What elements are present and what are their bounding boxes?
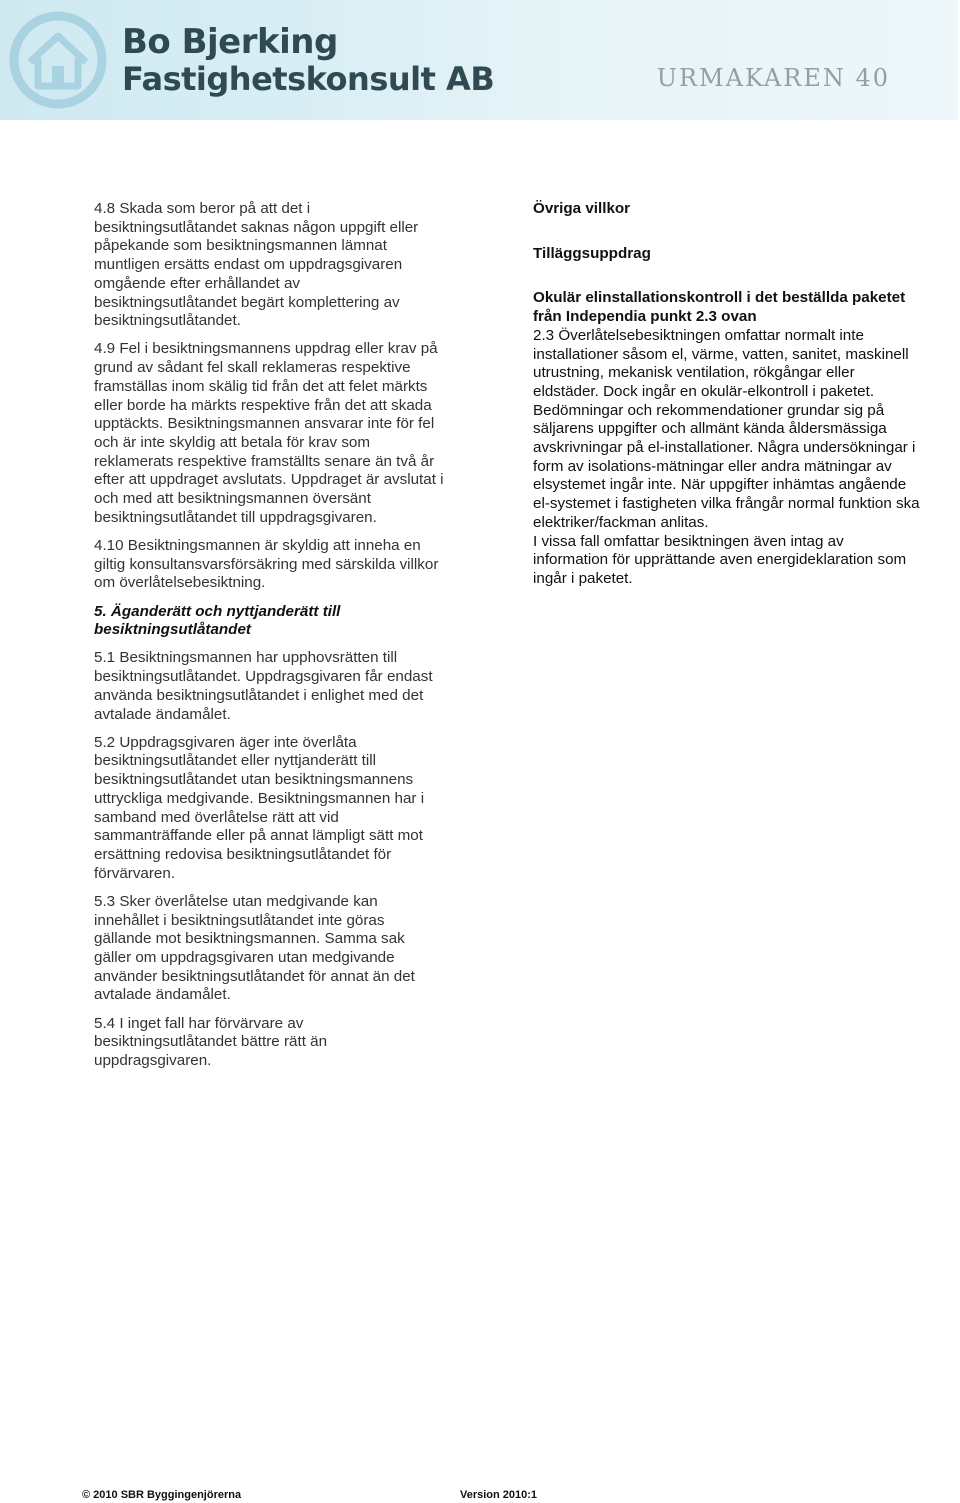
brand-name: Bo Bjerking [122, 22, 338, 62]
house-logo-icon [8, 8, 108, 112]
paragraph-4-8: 4.8 Skada som beror på att det i besiktningsutlåtandet saknas någon uppgift eller påpekande som besiktningsmannen lämnat muntligen ersätts endast om uppdragsgivaren omgående efter erhållandet av besiktningsutlåtandet begärt komplettering av besiktningsutlåtandet. [94, 200, 419, 330]
paragraph-4-9: 4.9 Fel i besiktningsmannens uppdrag eller krav på grund av sådant fel skall reklameras respektive framställas inom skälig tid från det att felet märkts eller borde ha märkts respektive från det att skada upptäckts. Besiktningsmannen ansvarar inte för fel och är inte skyldig att betala för krav som reklamerats respektive framställts senare än två år efter att uppdraget avslutats. Uppdraget är avslutat i och med att besiktningsmannen översänt besiktningsutlåtandet till uppdragsgivaren. [94, 340, 444, 526]
paragraph-5-2: 5.2 Uppdragsgivaren äger inte överlåta besiktningsutlåtandet eller nyttjanderätt till besiktningsutlåtandet utan besiktningsmannens uttryckliga medgivande. Besiktningsmannen har i samband med överlåtelse rätt att vid sammanträffande eller på annat lämpligt sätt mot ersättning redovisa besiktningsutlåtandet för förvärvaren. [94, 733, 425, 882]
right-column [533, 200, 923, 589]
brand-subtitle: Fastighetskonsult AB [122, 60, 495, 98]
paragraph-energideklaration: I vissa fall omfattar besiktningen även intag av information för upprättande aven energideklaration som ingår i paketet. [533, 532, 907, 587]
left-column [94, 200, 444, 1080]
paragraph-5-3: 5.3 Sker överlåtelse utan medgivande kan innehållet i besiktningsutlåtandet inte göras gällande mot besiktningsmannen. Samma sak gäller om uppdragsgivaren utan medgivande använder besiktningsutlåtandet för annat än det avtalade ändamålet. [94, 892, 415, 1004]
heading-tillaggsuppdrag: Tilläggsuppdrag [533, 244, 651, 262]
header-banner [0, 0, 958, 120]
paragraph-2-3: 2.3 Överlåtelsebesiktningen omfattar normalt inte installationer såsom el, värme, vatten, sanitet, maskinell utrustning, mekanisk ventilation, rökgångar eller eldstäder. Dock ingår en okulär-elkontroll i paketet. Bedömningar och rekommendationer grundar sig på säljarens uppgifter och allmänt kända åldersmässiga avskrivningar på el-installationer. Några undersökningar i form av isolations-mätningar eller andra mätningar av elsystemet ingår inte. När uppgifter inhämtas angående el-systemet i fastigheten vilka frångår normal funktion ska elektriker/fackman anlitas. [533, 326, 920, 531]
paragraph-5-4: 5.4 I inget fall har förvärvare av besiktningsutlåtandet bättre rätt än uppdragsgivaren. [94, 1014, 328, 1070]
property-name: URMAKAREN 40 [656, 64, 890, 92]
footer-version: Version 2010:1 [460, 1489, 538, 1501]
paragraph-4-10: 4.10 Besiktningsmannen är skyldig att inneha en giltig konsultansvarsförsäkring med särskilda villkor om överlåtelsebesiktning. [94, 536, 439, 592]
paragraph-5-1: 5.1 Besiktningsmannen har upphovsrätten till besiktningsutlåtandet. Uppdragsgivaren får endast använda besiktningsutlåtandet i enlighet med det avtalade ändamålet. [94, 649, 433, 723]
heading-okular-elkontroll: Okulär elinstallationskontroll i det beställda paketet från Independia punkt 2.3 ovan [533, 289, 906, 326]
footer-copyright: © 2010 SBR Byggingenjörerna [82, 1489, 242, 1501]
section-5-heading: 5. Äganderätt och nyttjanderätt till besiktningsutlåtandet [94, 602, 341, 639]
heading-ovriga-villkor: Övriga villkor [533, 200, 631, 217]
